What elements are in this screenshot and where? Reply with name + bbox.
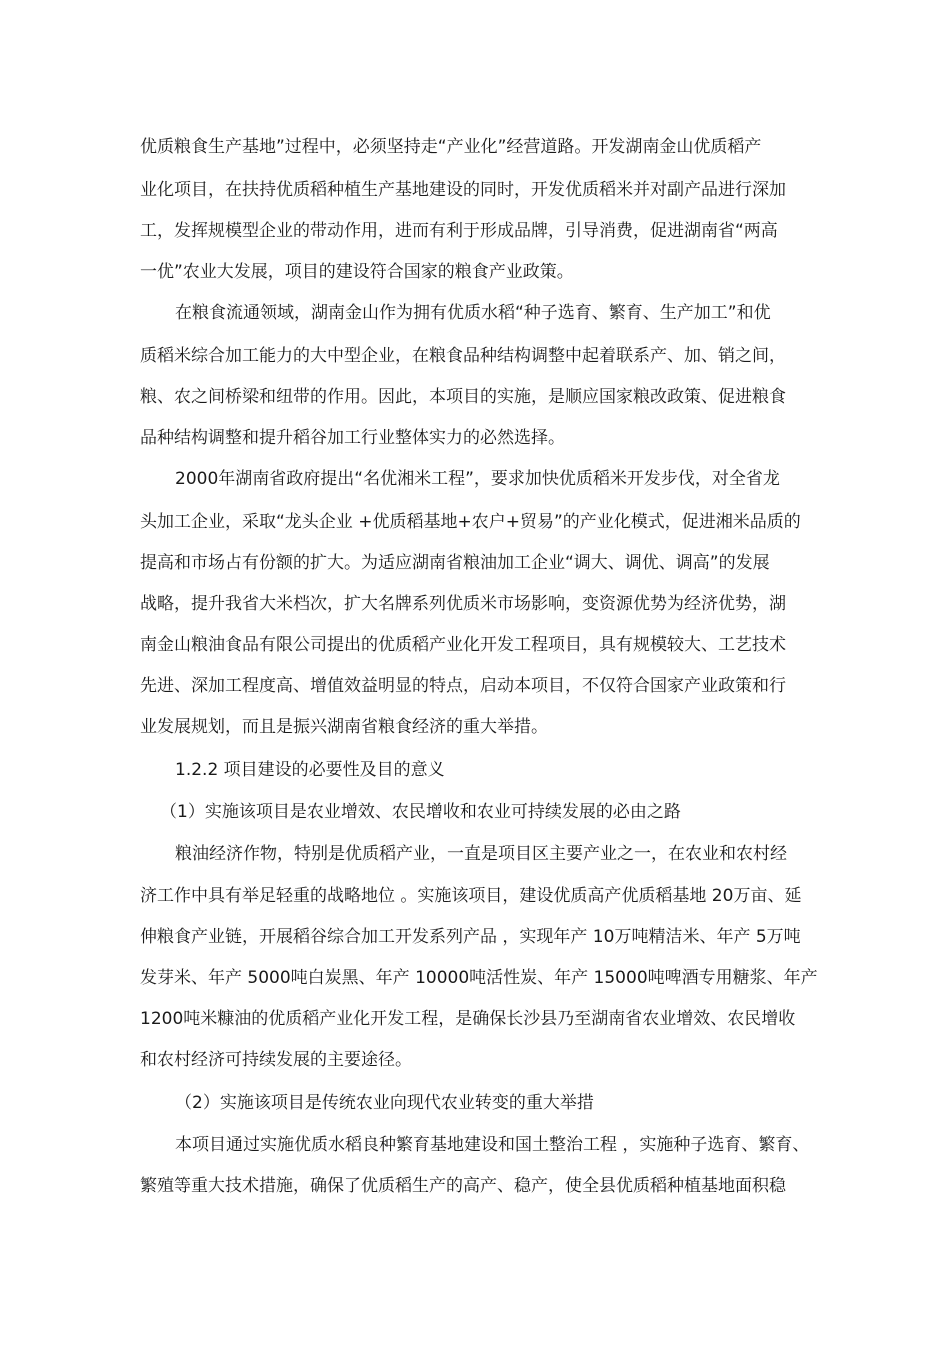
paragraph-line: 提高和市场占有份额的扩大。为适应湖南省粮油加工企业“调大、调优、调高”的发展 bbox=[140, 553, 770, 573]
paragraph-line: 品种结构调整和提升稻谷加工行业整体实力的必然选择。 bbox=[140, 428, 565, 448]
paragraph-line: 先进、深加工程度高、增值效益明显的特点，启动本项目，不仅符合国家产业政策和行 bbox=[140, 676, 786, 696]
paragraph-line: 和农村经济可持续发展的主要途径。 bbox=[140, 1050, 412, 1070]
paragraph-line: 繁殖等重大技术措施，确保了优质稻生产的高产、稳产，使全县优质稻种植基地面积稳 bbox=[140, 1176, 786, 1196]
paragraph-line: 工，发挥规模型企业的带动作用，进而有利于形成品牌，引导消费，促进湖南省“两高 bbox=[140, 221, 778, 241]
paragraph-line: 一优”农业大发展，项目的建设符合国家的粮食产业政策。 bbox=[140, 262, 574, 282]
paragraph-line: 优质粮食生产基地”过程中，必须坚持走“产业化”经营道路。开发湖南金山优质稻产 bbox=[140, 137, 762, 157]
paragraph-line: 业发展规划，而且是振兴湖南省粮食经济的重大举措。 bbox=[140, 717, 548, 737]
paragraph-line: 头加工企业，采取“龙头企业 +优质稻基地+农户+贸易”的产业化模式，促进湘米品质的 bbox=[140, 512, 801, 532]
paragraph-line: 业化项目，在扶持优质稻种植生产基地建设的同时，开发优质稻米并对副产品进行深加 bbox=[140, 180, 786, 200]
paragraph-line: 伸粮食产业链，开展稻谷综合加工开发系列产品 ，实现年产 10万吨精洁米、年产 5万吨 bbox=[140, 927, 801, 947]
paragraph-line: 粮、农之间桥梁和纽带的作用。因此，本项目的实施，是顺应国家粮改政策、促进粮食 bbox=[140, 387, 786, 407]
subsection-heading: （1）实施该项目是农业增效、农民增收和农业可持续发展的必由之路 bbox=[160, 802, 681, 822]
subsection-heading: （2）实施该项目是传统农业向现代农业转变的重大举措 bbox=[175, 1093, 594, 1113]
paragraph-line: 在粮食流通领域，湖南金山作为拥有优质水稻“种子选育、繁育、生产加工”和优 bbox=[175, 303, 771, 323]
paragraph-line: 济工作中具有举足轻重的战略地位 。实施该项目，建设优质高产优质稻基地 20万亩、延 bbox=[140, 886, 802, 906]
paragraph-line: 粮油经济作物，特别是优质稻产业，一直是项目区主要产业之一，在农业和农村经 bbox=[175, 844, 787, 864]
paragraph-line: 发芽米、年产 5000吨白炭黑、年产 10000吨活性炭、年产 15000吨啤酒专用糖浆、年产 bbox=[140, 968, 818, 988]
paragraph-line: 2000年湖南省政府提出“名优湘米工程”，要求加快优质稻米开发步伐，对全省龙 bbox=[175, 469, 780, 489]
paragraph-line: 1200吨米糠油的优质稻产业化开发工程，是确保长沙县乃至湖南省农业增效、农民增收 bbox=[140, 1009, 796, 1029]
paragraph-line: 本项目通过实施优质水稻良种繁育基地建设和国土整治工程 ，实施种子选育、繁育、 bbox=[175, 1135, 810, 1155]
section-heading: 1.2.2 项目建设的必要性及目的意义 bbox=[175, 760, 445, 780]
paragraph-line: 战略，提升我省大米档次，扩大名牌系列优质米市场影响，变资源优势为经济优势，湖 bbox=[140, 594, 786, 614]
paragraph-line: 南金山粮油食品有限公司提出的优质稻产业化开发工程项目，具有规模较大、工艺技术 bbox=[140, 635, 786, 655]
paragraph-line: 质稻米综合加工能力的大中型企业，在粮食品种结构调整中起着联系产、加、销之间， bbox=[140, 346, 786, 366]
